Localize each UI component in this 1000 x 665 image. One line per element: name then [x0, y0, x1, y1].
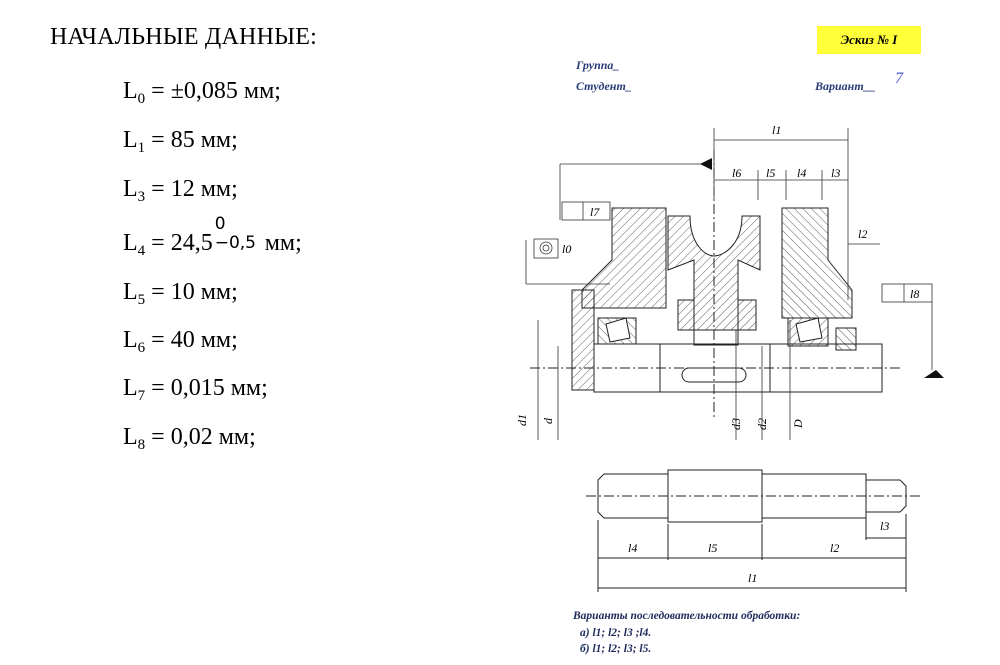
dim-l8: l8 [910, 287, 920, 301]
housing-right [782, 208, 852, 318]
param-letter: L [123, 78, 138, 104]
page-heading: НАЧАЛЬНЫЕ ДАННЫЕ: [50, 24, 317, 50]
variant-label: Вариант__ [815, 79, 876, 93]
dim-l1: l1 [772, 123, 782, 137]
param-value: = ±0,085 мм; [145, 78, 281, 104]
param-letter: L [123, 375, 138, 401]
group-label: Группа_ [576, 58, 620, 72]
variant-number: 7 [895, 70, 903, 87]
param-letter: L [123, 176, 138, 202]
housing-left [572, 208, 666, 390]
param-subscript: 5 [137, 292, 146, 308]
dim2-l1: l1 [748, 571, 758, 585]
dim-l4: l4 [797, 166, 807, 180]
param-letter: L [123, 279, 138, 305]
param-letter: L [123, 127, 138, 153]
dim-l3: l3 [831, 166, 841, 180]
dim-l6: l6 [732, 166, 742, 180]
dim2-l5: l5 [708, 541, 718, 555]
student-label: Студент_ [576, 79, 632, 93]
param-letter: L [123, 327, 138, 353]
tolerance-lower: −0,5 [214, 233, 256, 253]
dim-l5: l5 [766, 166, 776, 180]
dim-l0: l0 [562, 242, 572, 256]
bearing-left [598, 318, 636, 344]
param-value: = 40 мм; [145, 327, 238, 353]
param-subscript: 3 [137, 189, 146, 205]
dim2-l2: l2 [830, 541, 840, 555]
dim2-l3: l3 [880, 519, 890, 533]
param-letter: L [123, 424, 138, 450]
param-letter: L [123, 230, 138, 256]
param-value: = 85 мм; [145, 127, 238, 153]
param-value: = 12 мм; [145, 176, 238, 202]
param-subscript: 0 [137, 91, 146, 107]
dim-d1: d1 [515, 414, 529, 426]
param-subscript: 4 [137, 243, 146, 259]
dim-D: D [791, 419, 805, 428]
dim-d: d [541, 418, 555, 424]
bearing-right [788, 318, 856, 350]
sequence-a: а) l1; l2; l3 ;l4. [580, 627, 652, 639]
param-value: = 24,5 [145, 230, 213, 256]
dim2-l4: l4 [628, 541, 638, 555]
param-value-unit: мм; [258, 230, 302, 256]
param-subscript: 6 [137, 340, 146, 356]
param-subscript: 7 [137, 388, 146, 404]
sequence-b: б) l1; l2; l3; l5. [580, 643, 652, 655]
param-subscript: 8 [137, 437, 146, 453]
param-value: = 10 мм; [145, 279, 238, 305]
sketch-title: Эскиз № I [817, 26, 921, 54]
dim-l2: l2 [858, 227, 868, 241]
dim-d3: d3 [729, 418, 743, 430]
param-subscript: 1 [137, 140, 146, 156]
dim-l7: l7 [590, 205, 600, 219]
tolerance-upper: 0 [214, 214, 226, 234]
dim-d2: d2 [755, 418, 769, 430]
param-value: = 0,015 мм; [145, 375, 268, 401]
sequence-title: Варианты последовательности обработки: [573, 610, 801, 622]
param-value: = 0,02 мм; [145, 424, 256, 450]
